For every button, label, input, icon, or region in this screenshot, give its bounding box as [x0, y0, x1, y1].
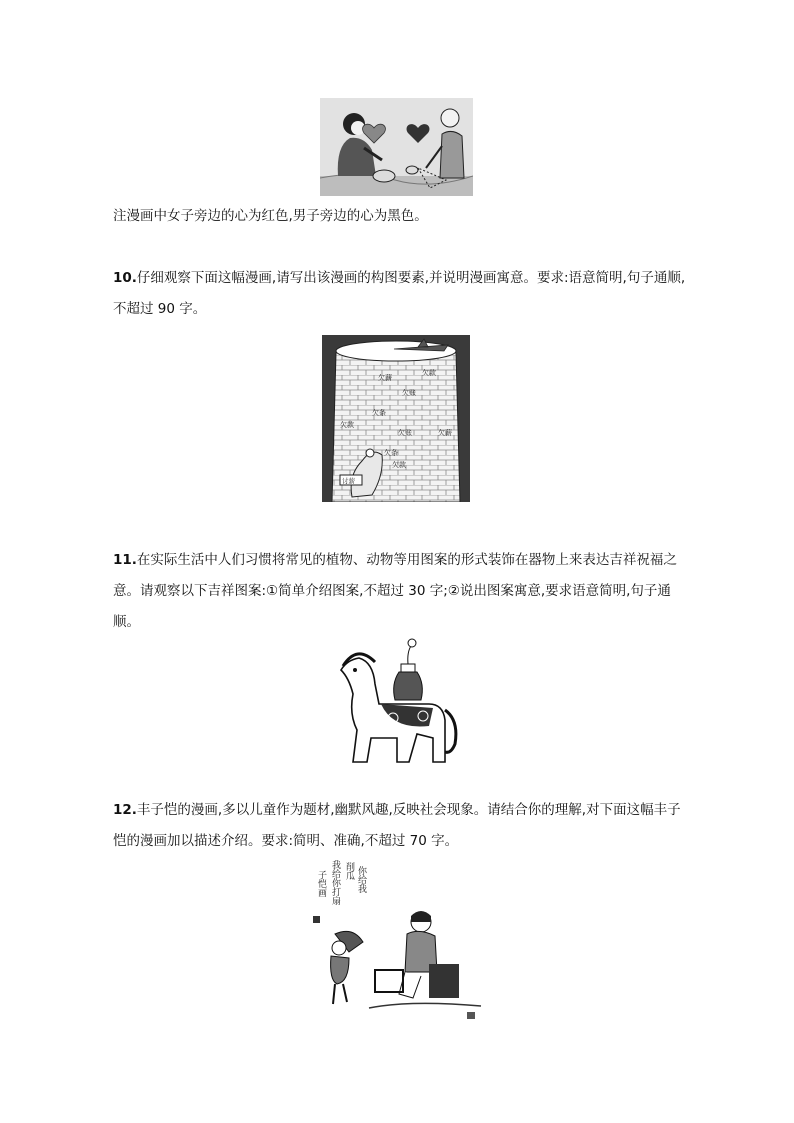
- frog-sign-label: 讨薪: [342, 477, 355, 485]
- wall-label: 欠薪: [378, 374, 392, 382]
- artist-seal-icon: [313, 916, 320, 923]
- inscription-signature: 子恺画: [316, 870, 326, 897]
- wall-label: 欠条: [372, 409, 386, 417]
- wall-label: 欠薪: [438, 429, 452, 437]
- question-10: [113, 263, 688, 325]
- question-11: [113, 545, 688, 638]
- auspicious-horse-pattern-image: [333, 634, 460, 763]
- question-10-number: 10.: [113, 270, 137, 286]
- feng-zikai-cartoon-image: [309, 852, 485, 1024]
- stool: [429, 964, 459, 998]
- couple-cartoon-image: [320, 98, 473, 196]
- corner-seal-icon: [467, 1012, 475, 1019]
- inscription-line: 削瓜: [344, 862, 354, 880]
- figure-note: 注漫画中女子旁边的心为红色,男子旁边的心为黑色。: [113, 208, 428, 224]
- question-12-number: 12.: [113, 802, 137, 818]
- inscription-line: 你给我: [356, 866, 366, 893]
- question-11-number: 11.: [113, 552, 137, 568]
- wall-label: 欠款: [392, 461, 406, 469]
- wall-label: 欠账: [402, 389, 416, 397]
- question-11-text: 在实际生活中人们习惯将常见的植物、动物等用图案的形式装饰在器物上来表达吉祥祝福之意。请观察以下吉祥图案:①简单介绍图案,不超过 30 字;②说出图案寓意,要求语意简明,句子通顺。: [113, 552, 677, 630]
- horse-eye-icon: [353, 668, 357, 672]
- frog-in-well-cartoon-image: [322, 335, 470, 502]
- wall-label: 欠条: [384, 449, 398, 457]
- question-12-text: 丰子恺的漫画,多以儿童作为题材,幽默风趣,反映社会现象。请结合你的理解,对下面这幅丰子恺的漫画加以描述介绍。要求:简明、准确,不超过 70 字。: [113, 802, 681, 849]
- wall-label: 欠账: [398, 429, 412, 437]
- wall-label: 欠款: [340, 421, 354, 429]
- wall-label: 欠款: [422, 369, 436, 377]
- question-12: [113, 795, 688, 857]
- inscription-line: 我给你打扇: [330, 860, 340, 905]
- question-10-text: 仔细观察下面这幅漫画,请写出该漫画的构图要素,并说明漫画寓意。要求:语意简明,句子通顺,不超过 90 字。: [113, 270, 686, 317]
